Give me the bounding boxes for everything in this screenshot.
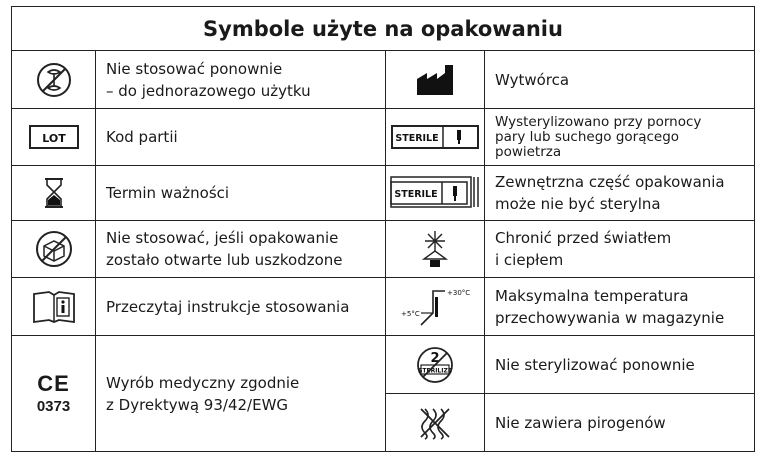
label-line: powietrza bbox=[495, 143, 562, 160]
label-cell bbox=[485, 394, 755, 452]
label-line: Chronić przed światłem bbox=[495, 229, 672, 247]
do-not-resterilize-icon bbox=[415, 345, 455, 385]
non-pyrogenic-icon bbox=[417, 405, 453, 441]
ce-mark-letters: CE bbox=[37, 371, 70, 396]
label-line: Wysterylizowano przy pornocy bbox=[495, 113, 702, 130]
icon-cell bbox=[386, 166, 485, 221]
icon-cell bbox=[386, 336, 485, 394]
ce-mark-icon bbox=[12, 373, 95, 414]
label-cell bbox=[96, 336, 386, 452]
table-row bbox=[12, 336, 755, 394]
svg-text:2: 2 bbox=[430, 350, 440, 366]
sterile-icon-text: STERILE bbox=[395, 133, 439, 144]
label-line: może nie być sterylna bbox=[495, 195, 661, 213]
ce-notified-body-number: 0373 bbox=[36, 398, 71, 415]
icon-cell bbox=[12, 336, 96, 452]
do-not-reuse-icon bbox=[34, 60, 74, 100]
label-line: Kod partii bbox=[106, 128, 178, 146]
label-cell bbox=[485, 166, 755, 221]
symbols-table bbox=[11, 6, 755, 452]
label-line: Zewnętrzna część opakowania bbox=[495, 173, 725, 191]
instructions-icon bbox=[31, 290, 77, 324]
label-line: i ciepłem bbox=[495, 251, 564, 269]
sterile-outer-icon bbox=[390, 176, 480, 210]
sterile-steam-icon bbox=[391, 125, 479, 149]
symbols-table-wrapper bbox=[11, 6, 754, 461]
label-line: Nie zawiera pirogenów bbox=[495, 413, 666, 432]
label-line: Nie stosować, jeśli opakowanie bbox=[106, 229, 339, 247]
icon-cell bbox=[12, 109, 96, 166]
table-title: Symbole użyte na opakowaniu bbox=[12, 7, 755, 51]
label-line: z Dyrektywą 93/42/EWG bbox=[106, 395, 289, 414]
icon-cell bbox=[12, 51, 96, 109]
icon-cell bbox=[12, 221, 96, 278]
label-line: – do jednorazowego użytku bbox=[106, 81, 311, 100]
label-line: Maksymalna temperatura bbox=[495, 286, 689, 305]
label-cell bbox=[96, 109, 386, 166]
label-line: Nie stosować ponownie bbox=[106, 59, 283, 78]
table-row bbox=[12, 166, 755, 221]
label-cell bbox=[485, 278, 755, 336]
temp-low-label: +5°C bbox=[401, 309, 420, 318]
sterile-icon-text: STERILE bbox=[394, 189, 438, 200]
label-line: zostało otwarte lub uszkodzone bbox=[106, 251, 343, 269]
manufacturer-icon bbox=[413, 63, 457, 97]
table-row bbox=[12, 51, 755, 109]
label-line: przechowywania w magazynie bbox=[495, 308, 725, 327]
label-line: Wytwórca bbox=[495, 70, 570, 89]
table-row bbox=[12, 109, 755, 166]
label-cell bbox=[96, 166, 386, 221]
label-cell bbox=[485, 51, 755, 109]
label-cell bbox=[485, 109, 755, 166]
hourglass-icon bbox=[43, 177, 65, 209]
label-line: Wyrób medyczny zgodnie bbox=[106, 373, 300, 392]
label-line: pary lub suchego gorącego bbox=[495, 128, 680, 145]
lot-icon bbox=[28, 124, 80, 150]
icon-cell bbox=[386, 278, 485, 336]
icon-cell bbox=[12, 166, 96, 221]
label-cell bbox=[485, 221, 755, 278]
label-cell bbox=[96, 278, 386, 336]
label-line: Przeczytaj instrukcje stosowania bbox=[106, 297, 350, 316]
table-row bbox=[12, 221, 755, 278]
icon-cell bbox=[386, 51, 485, 109]
label-line: Nie sterylizować ponownie bbox=[495, 355, 695, 374]
label-cell bbox=[96, 51, 386, 109]
icon-cell bbox=[386, 394, 485, 452]
label-line: Termin ważności bbox=[106, 184, 230, 202]
sterilize-icon-text: STERILIZE bbox=[418, 367, 452, 374]
label-cell bbox=[485, 336, 755, 394]
icon-cell bbox=[386, 221, 485, 278]
icon-cell bbox=[386, 109, 485, 166]
table-row bbox=[12, 278, 755, 336]
icon-cell bbox=[12, 278, 96, 336]
keep-from-sunlight-icon bbox=[420, 229, 450, 269]
temperature-limit-icon bbox=[399, 285, 471, 329]
lot-icon-text: LOT bbox=[41, 132, 66, 145]
temp-high-label: +30°C bbox=[447, 288, 471, 297]
label-cell bbox=[96, 221, 386, 278]
damaged-package-icon bbox=[33, 228, 75, 270]
